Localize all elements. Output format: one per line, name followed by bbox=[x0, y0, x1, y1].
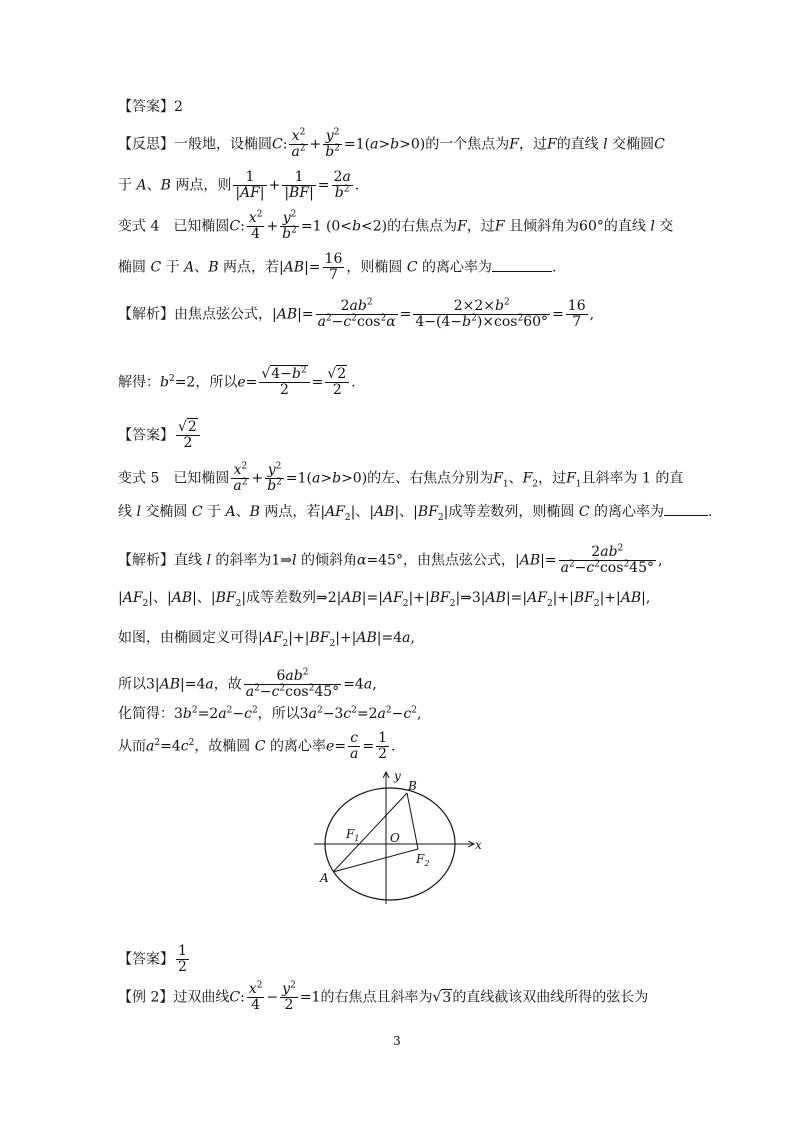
segment-af2 bbox=[333, 849, 418, 872]
answer-text: 【答案】 bbox=[118, 951, 174, 968]
solution-5-line-6: 从而$a^2=4c^2$，故椭圆 C 的离心率e= $\frac{c}{a}$ = $\frac{1}{2}$ . bbox=[118, 730, 396, 762]
point-b-label: B bbox=[408, 779, 417, 793]
variant-4-line-2: 椭圆 C 于 A、B 两点，若|AB|= $\frac{16}{7}$ ，则椭圆 C 的离心率为 . bbox=[118, 251, 557, 283]
solution-5-line-3: 如图，由椭圆定义可得$|AF_2|+|BF_2|+|AB|=4a$, bbox=[118, 630, 415, 649]
solution-4-text: ，所以 bbox=[195, 374, 238, 391]
solution-5-line-5: 化简得：$3b^2=2a^2-c^2$，所以$3a^2-3c^2=2a^2-c^2$, bbox=[118, 705, 422, 722]
reflection-text: 的一个焦点为 bbox=[425, 136, 510, 153]
example-2-text: 的直线截该双曲线所得的弦长为 bbox=[452, 989, 649, 1006]
example-2-text: 的右焦点且斜率为 bbox=[320, 989, 433, 1006]
variant-4-text: 于 bbox=[165, 259, 180, 276]
solution-4-text: 解得： bbox=[118, 374, 160, 391]
reflection-text: 、 bbox=[146, 177, 161, 194]
variant-4-text: 变式 4 已知椭圆 bbox=[118, 218, 230, 235]
reflection-text: ，过 bbox=[518, 136, 547, 153]
answer-line-1 bbox=[118, 97, 183, 117]
solution-5-text: 所以 bbox=[118, 676, 146, 693]
solution-5-line-4: 所以3|AB|=4a，故 $\frac{6ab^2}{a^2-c^2\cos^245^\circ}$ =4a, bbox=[118, 667, 377, 700]
solution-5-text: ，故椭圆 bbox=[194, 738, 251, 755]
variant-5-text: 且斜率为 1 的直 bbox=[581, 470, 684, 487]
ellipse-figure bbox=[310, 766, 490, 906]
variant-5-line-2: 线 l 交椭圆 C 于 A、B 两点，若$|AF_2|$、|AB|、$|BF_2|$成等差数列，则椭圆 C 的离心率为 . bbox=[118, 504, 713, 523]
segment-bf2 bbox=[407, 793, 418, 849]
focus-f1-label: $F_1$ bbox=[346, 827, 360, 843]
origin-label: O bbox=[390, 831, 400, 845]
solution-5-text: 如图，由椭圆定义可得 bbox=[118, 630, 258, 646]
answer-line-3: 【答案】 $\frac{1}{2}$ bbox=[118, 943, 187, 975]
solution-5-text: 从而 bbox=[118, 738, 146, 755]
reflection-text: 的直线 bbox=[556, 136, 599, 153]
answer-blank bbox=[664, 503, 708, 516]
solution-5-text: 成等差数列 bbox=[246, 590, 317, 606]
variant-4-text: 的直线 bbox=[603, 218, 646, 235]
variant-5-text: 于 bbox=[207, 504, 222, 520]
answer-text: 【答案】2 bbox=[118, 99, 183, 115]
page-number: 3 bbox=[393, 1034, 401, 1048]
solution-5-text: 【解析】直线 bbox=[118, 552, 202, 569]
answer-line-2: 【答案】 $\frac{√2}{2}$ bbox=[118, 420, 202, 451]
solution-5-text: 化简得： bbox=[118, 706, 174, 722]
variant-5-text: 的离心率为 bbox=[594, 504, 664, 520]
answer-blank bbox=[492, 259, 552, 272]
solution-4-line-2: 解得：$b^2=2$，所以e= $\frac{√4-b^2}{2}$ = $\frac{√2}{2}$ . bbox=[118, 365, 356, 398]
reflection-intro: 【反思】一般地，设椭圆 bbox=[118, 136, 272, 153]
variant-5-text: ，过 bbox=[538, 470, 567, 487]
answer-text: 【答案】 bbox=[118, 427, 174, 444]
solution-5-text: ，故 bbox=[213, 676, 242, 693]
solution-5-text: 的倾斜角 bbox=[300, 552, 357, 569]
variant-5-text: 成等差数列，则椭圆 bbox=[448, 504, 575, 520]
solution-5-text: 的斜率为 bbox=[215, 552, 272, 569]
variant-5-text: 交椭圆 bbox=[145, 504, 188, 520]
solution-5-text: 的离心率 bbox=[269, 738, 326, 755]
variant-4-text: 两点，若 bbox=[222, 259, 279, 276]
solution-4-line: 【解析】由焦点弦公式，|AB|= $\frac{2ab^2}{a^2-c^2\cos^2\alpha}$ = $\frac{2\times 2\times b^2}{4-(4-b^2)\times\cos^260^\circ}$ = $\frac{16}{7}$ , bbox=[118, 297, 595, 330]
variant-4-text: 交 bbox=[659, 218, 674, 235]
x-label: x bbox=[475, 838, 482, 852]
example-2-text: 【例 2】过双曲线 bbox=[118, 989, 230, 1006]
example-2-line: 【例 2】过双曲线C: $\frac{x^2}{4}$ − $\frac{y^2}{2}$ =1的右焦点且斜率为√3的直线截该双曲线所得的弦长为 bbox=[118, 980, 649, 1013]
variant-4-text: 且倾斜角为 bbox=[509, 218, 580, 235]
solution-5-text: ，所以 bbox=[257, 706, 300, 722]
variant-5-text: 变式 5 已知椭圆 bbox=[118, 470, 230, 487]
variant-4-text: 的右焦点为 bbox=[387, 218, 458, 235]
variant-4-text: ，过 bbox=[466, 218, 495, 235]
solution-5-text: ，由焦点弦公式， bbox=[402, 552, 515, 569]
variant-5-text: 线 bbox=[118, 504, 132, 520]
variant-4-text: 的离心率为 bbox=[421, 259, 492, 276]
solution-4-text: 【解析】由焦点弦公式， bbox=[118, 306, 272, 323]
solution-5-line-2: $|AF_2|$、|AB|、$|BF_2|$成等差数列$\Rightarrow 2|AB|=|AF_2|+|BF_2|\Rightarrow 3|AB|=|AF_2|+|BF_2|+|AB|$, bbox=[118, 590, 651, 609]
reflection-text: 两点，则 bbox=[175, 177, 232, 194]
reflection-text: 于 bbox=[118, 177, 132, 194]
variant-5-text: 的左、右焦点分别为 bbox=[367, 470, 494, 487]
variant-5-text: 两点，若 bbox=[264, 504, 321, 520]
variant-4-text: 、 bbox=[194, 259, 209, 276]
solution-5-line: 【解析】直线 l 的斜率为1⇒l 的倾斜角α=45°，由焦点弦公式，|AB|= $\frac{2ab^2}{a^2-c^2\cos^245^\circ}$ , bbox=[118, 543, 663, 576]
point-a-label: A bbox=[320, 871, 329, 885]
focus-f2-label: $F_2$ bbox=[416, 852, 430, 868]
variant-4-line: 变式 4 已知椭圆C: $\frac{x^2}{4}$ + $\frac{y^2}{b^2}$ =1 (0<b<2)的右焦点为F，过F 且倾斜角为60°的直线 l 交 bbox=[118, 209, 674, 242]
variant-4-text: ，则椭圆 bbox=[346, 259, 403, 276]
reflection-line: 【反思】一般地，设椭圆C: $\frac{x^2}{a^2}$ + $\frac{y^2}{b^2}$ =1(a>b>0)的一个焦点为F，过F的直线 l 交椭圆C bbox=[118, 127, 665, 160]
y-label: y bbox=[394, 769, 401, 783]
variant-5-text: 、 bbox=[235, 504, 250, 520]
variant-4-text: 椭圆 bbox=[118, 259, 146, 276]
reflection-line-2: 于 A、B 两点，则 $\frac{1}{|AF|}$ + $\frac{1}{|BF|}$ = $\frac{2a}{b^2}$ . bbox=[118, 169, 360, 201]
variant-5-line: 变式 5 已知椭圆 $\frac{x^2}{a^2}$ + $\frac{y^2}{b^2}$ =1(a>b>0)的左、右焦点分别为$F_1$、$F_2$，过$F_1$且斜率为 1 的直 bbox=[118, 461, 684, 494]
reflection-text: 交椭圆 bbox=[612, 136, 655, 153]
